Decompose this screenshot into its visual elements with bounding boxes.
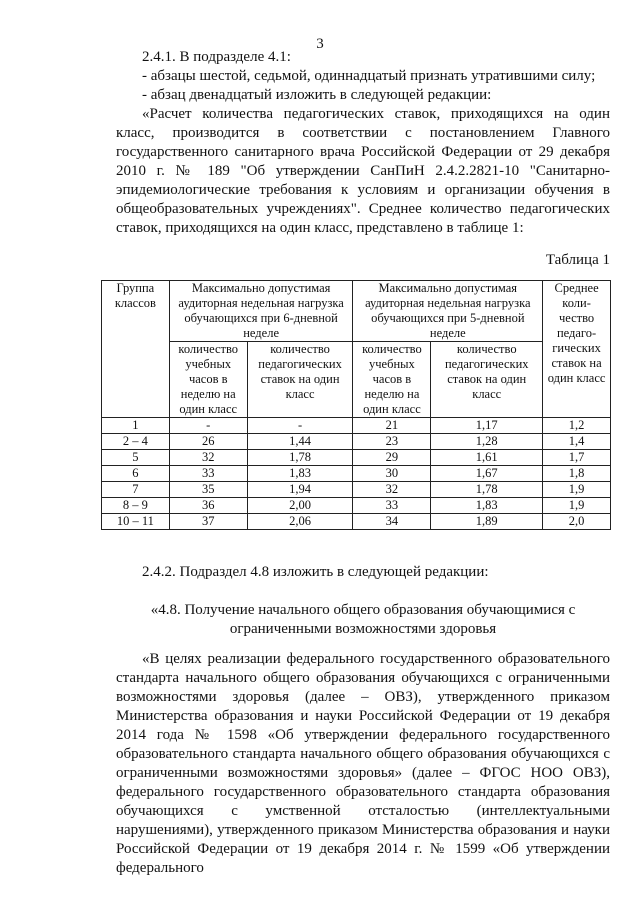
intro-line-2: - абзацы шестой, седьмой, одиннадцатый признать утратившими силу; [142, 68, 596, 84]
cell-group: 6 [102, 466, 170, 482]
cell-avg: 1,9 [543, 482, 611, 498]
table-row [102, 498, 611, 514]
col-hours6-header: количество учебных часов в неделю на один класс [169, 342, 247, 418]
table-row [102, 514, 611, 530]
col-avg-header: Среднее коли-чество педаго-гических ставок на один класс [543, 281, 611, 418]
cell-avg: 1,9 [543, 498, 611, 514]
cell-group: 1 [102, 418, 170, 434]
final-block [116, 650, 610, 878]
table-row [102, 482, 611, 498]
intro-paragraph: «Расчет количества педагогических ставок, приходящихся на один класс, производится в соответствии с постановлением Главного государственного санитарного врача Российской Федерации от 29 декабря 2010 г. № 189 "Об утверждении СанПиН 2.4.2.2821-10 "Санитарно-эпидемиологические требования к условиям и организации обучения в общеобразовательных учреждениях". Среднее количество педагогических ставок, приходящихся на один класс, представлено в таблице 1: [116, 106, 610, 236]
cell-hours5: 23 [353, 434, 431, 450]
cell-group: 5 [102, 450, 170, 466]
cell-hours6: 33 [169, 466, 247, 482]
cell-stavki5: 1,61 [431, 450, 543, 466]
cell-stavki5: 1,83 [431, 498, 543, 514]
cell-hours5: 21 [353, 418, 431, 434]
page-number: 3 [316, 36, 324, 52]
cell-stavki5: 1,78 [431, 482, 543, 498]
cell-hours6: 37 [169, 514, 247, 530]
cell-stavki6: 1,44 [247, 434, 353, 450]
table-row [102, 450, 611, 466]
cell-hours5: 29 [353, 450, 431, 466]
cell-group: 7 [102, 482, 170, 498]
section-2-4-2-text: 2.4.2. Подраздел 4.8 изложить в следующей редакции: [142, 564, 489, 580]
intro-line-3: - абзац двенадцатый изложить в следующей редакции: [142, 87, 492, 103]
cell-stavki6: 1,83 [247, 466, 353, 482]
section-2-4-2 [116, 563, 610, 582]
table-caption: Таблица 1 [545, 252, 610, 268]
cell-avg: 1,8 [543, 466, 611, 482]
cell-stavki6: 2,06 [247, 514, 353, 530]
col-six-day-header: Максимально допустимая аудиторная недельная нагрузка обучающихся при 6-дневной неделе [169, 281, 353, 342]
cell-avg: 1,7 [543, 450, 611, 466]
cell-avg: 1,4 [543, 434, 611, 450]
cell-avg: 2,0 [543, 514, 611, 530]
cell-hours6: 36 [169, 498, 247, 514]
cell-hours5: 32 [353, 482, 431, 498]
table-row [102, 434, 611, 450]
cell-group: 2 – 4 [102, 434, 170, 450]
cell-group: 8 – 9 [102, 498, 170, 514]
cell-hours6: 35 [169, 482, 247, 498]
heading-4-8: «4.8. Получение начального общего образования обучающимися с ограниченными возможностями здоровья [150, 602, 576, 637]
cell-hours6: - [169, 418, 247, 434]
cell-avg: 1,2 [543, 418, 611, 434]
cell-stavki5: 1,89 [431, 514, 543, 530]
cell-stavki5: 1,28 [431, 434, 543, 450]
col-group-header: Группа классов [102, 281, 170, 418]
cell-stavki6: 2,00 [247, 498, 353, 514]
cell-stavki5: 1,17 [431, 418, 543, 434]
table-row [102, 418, 611, 434]
intro-block [116, 48, 610, 238]
intro-line-1: 2.4.1. В подразделе 4.1: [142, 49, 291, 65]
cell-hours5: 30 [353, 466, 431, 482]
final-paragraph: «В целях реализации федерального государственного образовательного стандарта начального общего образования обучающихся с ограниченными возможностями здоровья (далее – ОВЗ), утвержденного приказом Министерства образования и науки Российской Федерации от 19 декабря 2014 года № 1598 «Об утверждении федерального государственного образовательного стандарта начального общего образования обучающихся с ограниченными возможностями здоровья» (далее – ФГОС НОО ОВЗ), федерального государственного образовательного стандарта образования обучающихся с умственной отсталостью (интеллектуальными нарушениями), утвержденного приказом Министерства образования и науки Российской Федерации от 19 декабря 2014 г. № 1599 «Об утверждении федерального [116, 651, 610, 876]
cell-group: 10 – 11 [102, 514, 170, 530]
col-stavki6-header: количество педагогических ставок на один класс [247, 342, 353, 418]
cell-hours5: 34 [353, 514, 431, 530]
cell-stavki6: 1,94 [247, 482, 353, 498]
cell-stavki5: 1,67 [431, 466, 543, 482]
table-row [102, 466, 611, 482]
cell-hours5: 33 [353, 498, 431, 514]
col-five-day-header: Максимально допустимая аудиторная недельная нагрузка обучающихся при 5-дневной неделе [353, 281, 543, 342]
cell-stavki6: - [247, 418, 353, 434]
col-stavki5-header: количество педагогических ставок на один класс [431, 342, 543, 418]
cell-hours6: 32 [169, 450, 247, 466]
col-hours5-header: количество учебных часов в неделю на один класс [353, 342, 431, 418]
cell-stavki6: 1,78 [247, 450, 353, 466]
cell-hours6: 26 [169, 434, 247, 450]
workload-table [101, 280, 611, 530]
